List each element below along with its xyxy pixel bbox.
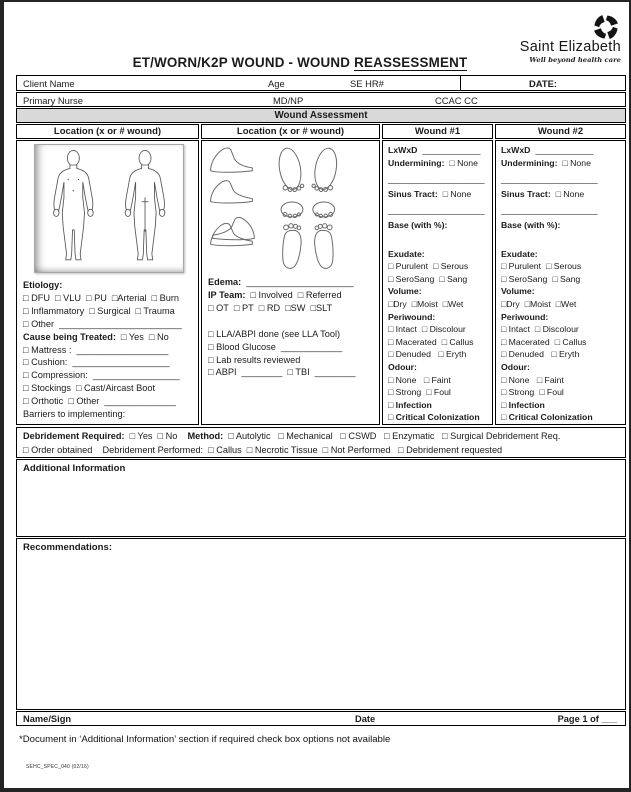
body-diagram[interactable] <box>34 144 184 273</box>
form-line <box>23 344 193 357</box>
form-line <box>23 430 620 444</box>
form-line <box>388 173 488 186</box>
brand-tagline: Well beyond health care <box>529 56 621 64</box>
form-line <box>501 361 621 374</box>
form-line <box>388 386 488 399</box>
page-number: Page 1 of ___ <box>557 714 617 724</box>
recommendations-label: Recommendations: <box>23 542 113 553</box>
col-header-location-2: Location (x or # wound) <box>201 124 380 139</box>
form-line <box>388 285 488 298</box>
write-in-blank[interactable]: ________________________ <box>59 318 182 329</box>
write-in-blank[interactable]: ____________________ <box>388 205 485 216</box>
se-hr-label: SE HR# <box>350 78 384 89</box>
form-line <box>501 374 621 387</box>
col-header-wound-2: Wound #2 <box>495 124 626 139</box>
form-title <box>4 55 596 70</box>
checkbox-option[interactable]: □ LLA/ABPI done (see LLA Tool) <box>208 328 341 339</box>
form-line <box>208 341 374 354</box>
checkbox-option[interactable]: □Arterial <box>111 292 147 303</box>
etiology-section <box>17 277 198 421</box>
form-line <box>501 273 621 286</box>
form-title-prefix: ET/WORN/K2P WOUND - WOUND <box>132 55 355 70</box>
checkbox-option[interactable]: □ Other <box>23 318 55 329</box>
brand-logo-icon <box>593 14 619 40</box>
field-label: Debridement Required: <box>23 431 125 441</box>
field-label: Periwound: <box>388 311 436 322</box>
form-line <box>23 292 193 305</box>
field-label: Base (with %): <box>388 219 448 230</box>
checkbox-option[interactable]: □Wet <box>555 298 577 309</box>
checkbox-option[interactable]: □ Faint <box>534 374 564 385</box>
checkbox-option[interactable]: □Dry <box>388 298 407 309</box>
field-label: Base (with %): <box>501 219 561 230</box>
checkbox-option[interactable]: □ Foul <box>426 387 451 398</box>
form-line <box>23 382 193 395</box>
checkbox-option[interactable]: □ Cast/Aircast Boot <box>75 383 156 394</box>
ccac-cc-label: CCAC CC <box>435 95 478 106</box>
checkbox-option[interactable]: □ Sang <box>552 273 581 284</box>
checkbox-option[interactable]: □ Faint <box>421 374 451 385</box>
checkbox-option[interactable]: □ Critical Colonization <box>501 412 593 423</box>
field-label: Barriers to implementing: <box>23 409 126 420</box>
field-label: Exudate: <box>501 248 538 259</box>
checkbox-option[interactable]: □ Trauma <box>135 305 175 316</box>
form-title-emphasis: REASSESSMENT <box>354 55 468 70</box>
col-header-wound-1: Wound #1 <box>382 124 493 139</box>
date-field[interactable] <box>460 76 625 90</box>
form-line <box>501 311 621 324</box>
checkbox-option[interactable]: □ Necrotic Tissue <box>246 444 318 455</box>
form-line <box>388 323 488 336</box>
checkbox-option[interactable]: □ Cushion: <box>23 357 68 368</box>
checkbox-option[interactable]: □ None <box>442 188 472 199</box>
write-in-blank[interactable]: ________ <box>314 367 356 378</box>
form-line <box>501 204 621 217</box>
write-in-blank[interactable]: ____________________ <box>501 174 598 185</box>
checkbox-option[interactable]: □ Burn <box>151 292 180 303</box>
checkbox-option[interactable]: □ Debridement requested <box>395 444 503 455</box>
checkbox-option[interactable]: □ Macerated <box>501 336 550 347</box>
checkbox-option[interactable]: □ RD <box>258 302 281 313</box>
form-line <box>501 219 621 232</box>
form-line <box>501 386 621 399</box>
checkbox-option[interactable]: □ No <box>157 431 178 441</box>
checkbox-option[interactable]: □ Serous <box>546 261 582 272</box>
checkbox-option[interactable]: □ Mechanical <box>275 431 333 441</box>
checkbox-option[interactable]: □ Eryth <box>435 349 467 360</box>
checkbox-option[interactable]: □ Involved <box>250 289 293 300</box>
form-line <box>23 279 193 292</box>
date-label: DATE: <box>529 78 557 89</box>
form-line <box>388 361 488 374</box>
checkbox-option[interactable]: □ Intact <box>501 324 530 335</box>
form-line <box>388 157 488 170</box>
checkbox-option[interactable]: □ SeroSang <box>388 273 435 284</box>
checkbox-option[interactable]: □ DFU <box>23 292 50 303</box>
checkbox-option[interactable]: □ Callus <box>441 336 474 347</box>
checkbox-option[interactable]: □ SeroSang <box>501 273 548 284</box>
checkbox-option[interactable]: □ PU <box>85 292 107 303</box>
checkbox-option[interactable]: □ Lab results reviewed <box>208 354 301 365</box>
checkbox-option[interactable]: □ None <box>388 374 417 385</box>
column-headers <box>16 124 626 139</box>
checkbox-option[interactable]: □ Purulent <box>501 261 542 272</box>
write-in-blank[interactable]: ____________ <box>535 145 594 155</box>
client-info-row <box>16 75 626 91</box>
checkbox-option[interactable]: □ Callus <box>554 336 587 347</box>
debridement-row <box>16 427 626 458</box>
checkbox-option[interactable]: □ Strong <box>388 387 422 398</box>
checkbox-option[interactable]: □ PT <box>233 302 254 313</box>
form-line <box>388 374 488 387</box>
write-in-blank[interactable]: _________________ <box>92 370 180 381</box>
form-line <box>388 311 488 324</box>
form-line <box>208 328 374 341</box>
form-line <box>23 356 193 369</box>
checkbox-option[interactable]: □ No <box>148 331 169 342</box>
form-line <box>501 173 621 186</box>
checkbox-option[interactable]: □ TBI <box>287 367 310 378</box>
form-line <box>388 336 488 349</box>
field-label: Undermining: <box>501 157 558 168</box>
checkbox-option[interactable]: □Moist <box>524 298 551 309</box>
checkbox-option[interactable]: □ Intact <box>388 324 417 335</box>
field-label: LxWxD <box>388 145 418 155</box>
signature-row[interactable] <box>16 711 626 726</box>
checkbox-option[interactable]: □ Blood Glucose <box>208 341 276 352</box>
checkbox-option[interactable]: □ None <box>449 157 478 168</box>
field-label: Sinus Tract: <box>388 188 438 199</box>
form-line <box>208 276 374 289</box>
checkbox-option[interactable]: □ None <box>501 374 530 385</box>
form-line <box>208 289 374 302</box>
checkbox-option[interactable]: □ VLU <box>54 292 81 303</box>
primary-nurse-label: Primary Nurse <box>23 95 83 106</box>
checkbox-option[interactable]: □ Strong <box>501 387 535 398</box>
form-line <box>501 248 621 261</box>
checkbox-option[interactable]: □ Denuded <box>501 349 544 360</box>
form-line <box>388 260 488 273</box>
checkbox-option[interactable]: □ Yes <box>129 431 153 441</box>
checkbox-option[interactable]: □ Infection <box>501 399 545 410</box>
form-line <box>23 395 193 408</box>
field-label: Method: <box>182 431 224 441</box>
feet-location-cell <box>201 140 380 425</box>
form-code: SEHC_SPEC_040 (02/16) <box>26 764 89 770</box>
form-line <box>388 348 488 361</box>
checkbox-option[interactable]: □ ABPI <box>208 367 237 378</box>
form-line <box>208 366 374 379</box>
form-line <box>501 144 621 157</box>
checkbox-option[interactable]: □ CSWD <box>337 431 377 441</box>
checkbox-option[interactable]: □ Eryth <box>548 349 580 360</box>
checkbox-option[interactable]: □ Referred <box>297 289 342 300</box>
date-column-label: Date <box>355 714 376 724</box>
write-in-blank[interactable]: __________________ <box>76 344 169 355</box>
form-table <box>16 75 626 727</box>
recommendations-area[interactable] <box>16 538 626 710</box>
checkbox-option[interactable]: □ Surgical <box>89 305 131 316</box>
form-line <box>23 331 193 344</box>
write-in-blank[interactable]: ______________ <box>104 396 176 407</box>
age-label: Age <box>268 78 285 89</box>
checkbox-option[interactable]: □ Serous <box>433 261 469 272</box>
form-line <box>388 219 488 232</box>
col-header-location-1: Location (x or # wound) <box>16 124 199 139</box>
field-label: Odour: <box>501 361 530 372</box>
form-line <box>23 318 193 331</box>
field-label: Cause being Treated: <box>23 331 116 342</box>
checkbox-option[interactable]: □ Discolour <box>534 324 579 335</box>
field-label: IP Team: <box>208 289 246 300</box>
write-in-blank[interactable]: ____________________ <box>501 205 598 216</box>
form-line <box>501 157 621 170</box>
form-line <box>23 408 193 421</box>
checkbox-option[interactable]: □Moist <box>411 298 438 309</box>
field-label: Debridement Performed: <box>97 444 204 455</box>
field-label: Odour: <box>388 361 417 372</box>
form-line <box>388 144 488 157</box>
form-line <box>208 302 374 315</box>
field-label: LxWxD <box>501 145 531 155</box>
form-line <box>388 248 488 261</box>
name-sign-label: Name/Sign <box>23 714 72 724</box>
feet-diagram[interactable] <box>206 143 377 274</box>
checkbox-option[interactable]: □ OT <box>208 302 229 313</box>
nurse-info-row <box>16 92 626 107</box>
form-line <box>208 354 374 367</box>
checkbox-option[interactable]: □ Purulent <box>388 261 429 272</box>
field-label: Volume: <box>501 286 535 297</box>
checkbox-option[interactable]: □ Order obtained <box>23 444 93 455</box>
form-line <box>388 298 488 311</box>
assessment-body <box>16 140 626 425</box>
wound-2-panel <box>495 140 626 425</box>
body-location-cell <box>16 140 199 425</box>
checkbox-option[interactable]: □ Callus <box>208 444 242 455</box>
checkbox-option[interactable]: □Dry <box>501 298 520 309</box>
form-line <box>501 323 621 336</box>
checkbox-option[interactable]: □ Compression: <box>23 370 88 381</box>
checkbox-option[interactable]: □ None <box>562 157 591 168</box>
checkbox-option[interactable]: □ Enzymatic <box>381 431 435 441</box>
checkbox-option[interactable]: □ Infection <box>388 399 432 410</box>
checkbox-option[interactable]: □SLT <box>310 302 333 313</box>
form-line <box>388 204 488 217</box>
checkbox-option[interactable]: □ None <box>555 188 585 199</box>
form-line <box>501 399 621 412</box>
form-line <box>388 399 488 412</box>
checkbox-option[interactable]: □ Autolytic <box>228 431 271 441</box>
client-name-label: Client Name <box>23 78 75 89</box>
form-line <box>501 336 621 349</box>
form-line <box>501 188 621 201</box>
checkbox-option[interactable]: □Wet <box>442 298 464 309</box>
write-in-blank[interactable]: ____________ <box>280 341 343 352</box>
additional-information-label: Additional Information <box>23 463 126 474</box>
edema-section <box>202 274 379 379</box>
checkbox-option[interactable]: □ Orthotic <box>23 396 64 407</box>
write-in-blank[interactable]: ____________ <box>422 145 481 155</box>
form-line <box>23 369 193 382</box>
field-label: Etiology: <box>23 280 63 290</box>
checkbox-option[interactable]: □ Surgical Debridement Req. <box>439 431 561 441</box>
checkbox-option[interactable]: □ Foul <box>539 387 564 398</box>
form-line <box>501 298 621 311</box>
form-line <box>388 188 488 201</box>
write-in-blank[interactable]: ________ <box>241 367 283 378</box>
md-np-label: MD/NP <box>273 95 304 106</box>
field-label: Exudate: <box>388 248 425 259</box>
form-line <box>23 305 193 318</box>
checkbox-option[interactable]: □ Sang <box>439 273 468 284</box>
form-line <box>388 411 488 424</box>
additional-information-area[interactable] <box>16 459 626 537</box>
checkbox-option[interactable]: □ Mattress : <box>23 344 72 355</box>
checkbox-option[interactable]: □ Denuded <box>388 349 431 360</box>
field-label: Edema: <box>208 277 242 287</box>
checkbox-option[interactable]: □ Not Performed <box>322 444 391 455</box>
wound-assessment-header: Wound Assessment <box>16 108 626 123</box>
checkbox-option[interactable]: □ Inflammatory <box>23 305 85 316</box>
form-line <box>501 411 621 424</box>
wound-1-panel <box>382 140 493 425</box>
brand-name: Saint Elizabeth <box>519 39 621 55</box>
checkbox-option[interactable]: □ Critical Colonization <box>388 412 480 423</box>
write-in-blank[interactable]: _____________________ <box>246 277 354 287</box>
field-label: Undermining: <box>388 157 445 168</box>
form-line <box>501 348 621 361</box>
field-label: Sinus Tract: <box>501 188 551 199</box>
checkbox-option[interactable]: □ Stockings <box>23 383 71 394</box>
checkbox-option[interactable]: □ Macerated <box>388 336 437 347</box>
footnote: *Document in ‘Additional Information’ section if required check box options not available <box>19 734 391 745</box>
form-line <box>23 444 620 458</box>
form-line <box>501 285 621 298</box>
form-line <box>388 273 488 286</box>
checkbox-option[interactable]: □ Other <box>68 396 100 407</box>
form-line <box>501 260 621 273</box>
checkbox-option[interactable]: □ Yes <box>120 331 144 342</box>
write-in-blank[interactable]: ___________________ <box>72 357 170 368</box>
write-in-blank[interactable]: ____________________ <box>388 174 485 185</box>
checkbox-option[interactable]: □ Discolour <box>421 324 466 335</box>
field-label: Periwound: <box>501 311 549 322</box>
field-label: Volume: <box>388 286 422 297</box>
checkbox-option[interactable]: □SW <box>285 302 306 313</box>
